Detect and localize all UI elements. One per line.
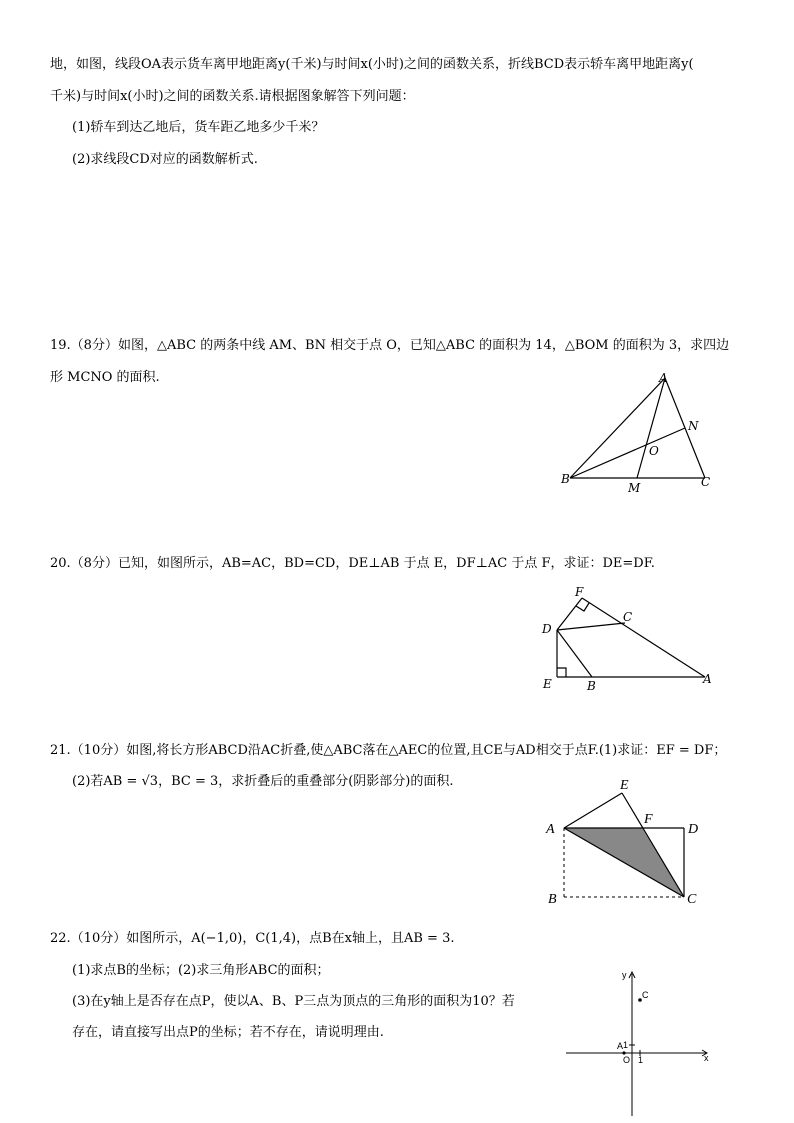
q19-label-n: N bbox=[688, 419, 699, 433]
q19-line1: 19.（8分）如图，△ABC 的两条中线 AM、BN 相交于点 O，已知△ABC 的面积为 14，△BOM 的面积为 3，求四边 bbox=[50, 338, 730, 353]
q20-label-e: E bbox=[543, 677, 552, 691]
q20-label-b: B bbox=[587, 679, 596, 693]
q22-label-o: O bbox=[623, 1055, 631, 1065]
q18-part2: (2)求线段CD对应的函数解析式. bbox=[72, 152, 258, 167]
q22-label-1-y: 1 bbox=[623, 1040, 629, 1050]
q19-figure bbox=[555, 368, 735, 498]
q20-label-f: F bbox=[575, 585, 584, 599]
q19-line2: 形 MCNO 的面积. bbox=[50, 370, 160, 385]
q18-line1: 地，如图，线段OA表示货车离甲地距离y(千米)与时间x(小时)之间的函数关系，折线BCD表示轿车离甲地距离y( bbox=[50, 57, 694, 72]
q21-label-b: B bbox=[548, 892, 557, 907]
q22-line3: (3)在y轴上是否存在点P，使以A、B、P三点为顶点的三角形的面积为10？若 bbox=[72, 994, 515, 1009]
q22-label-a: A bbox=[617, 1041, 624, 1051]
q19-label-m: M bbox=[628, 481, 641, 495]
q19-label-b: B bbox=[561, 472, 570, 486]
q20-label-c: C bbox=[623, 610, 633, 624]
q21-line1: 21.（10分）如图,将长方形ABCD沿AC折叠,使△ABC落在△AEC的位置,且CE与AD相交于点F.(1)求证：EF = DF； bbox=[50, 743, 727, 758]
q22-label-c: C bbox=[642, 990, 649, 1000]
q22-line1: 22.（10分）如图所示，A(−1,0)，C(1,4)，点B在x轴上，且AB = 3. bbox=[50, 931, 455, 946]
q21-label-d: D bbox=[688, 822, 699, 837]
q22-line4: 存在，请直接写出点P的坐标；若不存在，请说明理由. bbox=[72, 1025, 384, 1040]
q21-figure bbox=[540, 775, 710, 910]
q22-label-x: x bbox=[704, 1053, 709, 1063]
q19-label-o: O bbox=[649, 444, 659, 458]
q21-label-c: C bbox=[687, 892, 697, 907]
q20-label-d: D bbox=[542, 622, 552, 636]
q22-line2: (1)求点B的坐标；(2)求三角形ABC的面积； bbox=[72, 963, 330, 978]
q19-label-c: C bbox=[701, 475, 711, 489]
q21-label-a: A bbox=[546, 822, 555, 837]
q21-label-f: F bbox=[644, 812, 653, 827]
q21-label-e: E bbox=[620, 778, 629, 793]
q22-figure bbox=[560, 968, 720, 1118]
q22-label-1-x: 1 bbox=[638, 1055, 644, 1065]
q20-label-a: A bbox=[703, 672, 712, 686]
q20-line1: 20.（8分）已知，如图所示，AB=AC，BD=CD，DE⊥AB 于点 E，DF⊥AC 于点 F，求证：DE=DF. bbox=[50, 556, 655, 571]
q18-part1: (1)轿车到达乙地后，货车距乙地多少千米？ bbox=[72, 120, 325, 135]
q22-label-y: y bbox=[622, 970, 627, 980]
q21-line2: (2)若AB = √3，BC = 3，求折叠后的重叠部分(阴影部分)的面积. bbox=[72, 774, 454, 789]
q19-label-a: A bbox=[659, 371, 668, 385]
q20-figure bbox=[535, 585, 725, 695]
q18-line2: 千米)与时间x(小时)之间的函数关系.请根据图象解答下列问题： bbox=[50, 89, 415, 104]
